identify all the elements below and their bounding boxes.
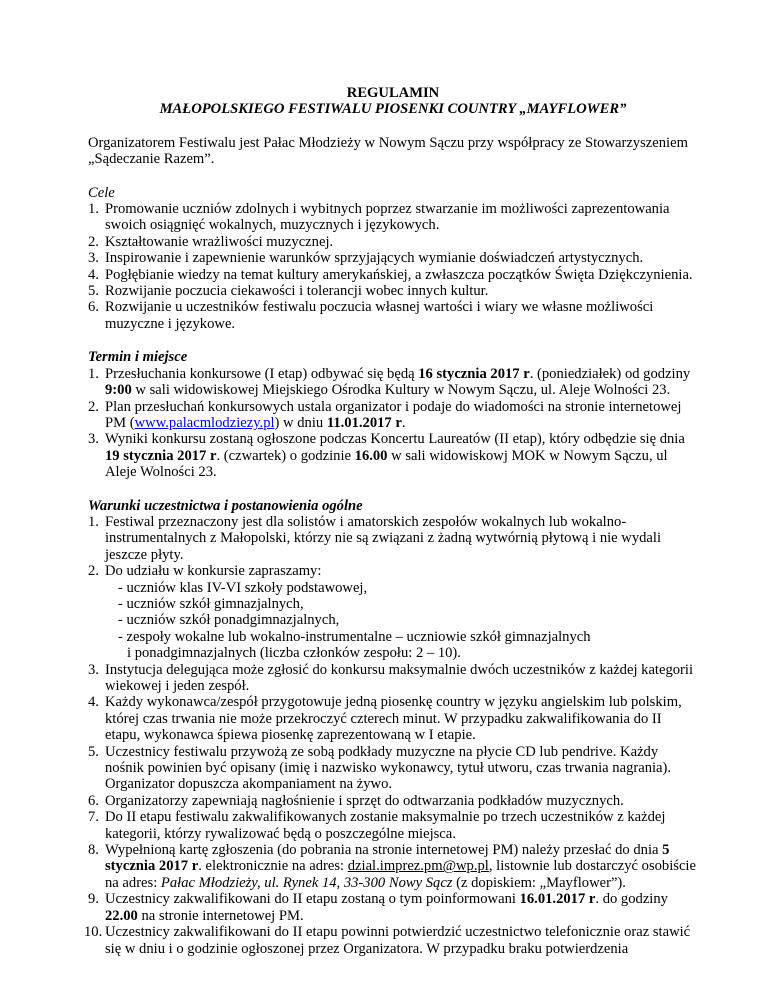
term-section xyxy=(88,349,698,480)
rules-heading: Warunki uczestnictwa i postanowienia ogólne xyxy=(88,497,363,514)
list-item: 9. Uczestnicy zakwalifikowani do II etapu zostaną o tym poinformowani 16.01.2017 r. do godziny 22.00 na stronie internetowej PM. xyxy=(88,891,668,924)
sub-item: - uczniów szkół gimnazjalnych, xyxy=(118,595,304,612)
term-list xyxy=(88,366,698,481)
sub-item: - uczniów klas IV-VI szkoły podstawowej, xyxy=(118,579,368,596)
list-item: 8. Wypełnioną kartę zgłoszenia (do pobrania na stronie internetowej PM) należy przesłać do dnia 5 stycznia 2017 r. elektronicznie na adres: dzial.imprez.pm@wp.pl, listownie lub dostarczyć osobiście na adres: Pałac Młodzieży, ul. Rynek 14, 33-300 Nowy Sącz (z dopiskiem: „Mayflower”). xyxy=(88,842,696,891)
rules-list xyxy=(84,513,698,957)
list-item: 3. Inspirowanie i zapewnienie warunków sprzyjających wymianie doświadczeń artystycznych. xyxy=(88,250,644,267)
list-item: 4. Każdy wykonawca/zespół przygotowuje jedną piosenkę country w języku angielskim lub polskim, której czas trwania nie może przekroczyć czterech minut. W przypadku zakwalifikowania do II etapu, wykonawca śpiewa piosenkę zaprezentowaną w I etapie. xyxy=(88,694,682,744)
list-item: 2. Plan przesłuchań konkursowych ustala organizator i podaje do wiadomości na stronie internetowej PM (www.palacmlodziezy.pl) w dniu 11.01.2017 r. xyxy=(88,398,682,431)
sub-item: - zespoły wokalne lub wokalno-instrumentalne – uczniowie szkół gimnazjalnych xyxy=(118,628,591,645)
list-item: 2. Kształtowanie wrażliwości muzycznej. xyxy=(88,233,334,250)
list-item: 6. Rozwijanie u uczestników festiwalu poczucia własnej wartości i wiary we własne możliwości muzyczne i językowe. xyxy=(88,299,654,332)
list-item: 1. Festiwal przeznaczony jest dla solistów i amatorskich zespołów wokalnych lub wokalno-instrumentalnych z Małopolski, którzy nie są związani z żadną wytwórnią płytową i nie wydali jeszcze płyty. xyxy=(88,513,662,563)
list-item: 3. Instytucja delegująca może zgłosić do konkursu maksymalnie dwóch uczestników z każdej kategorii wiekowej i jeden zespół. xyxy=(88,661,694,694)
goals-list xyxy=(88,201,698,332)
list-item: 3. Wyniki konkursu zostaną ogłoszone podczas Koncertu Laureatów (II etap), który odbędzie się dnia 19 stycznia 2017 r. (czwartek) o godzinie 16.00 w sali widowiskowj MOK w Nowym Sączu, ul Aleje Wolności 23. xyxy=(88,431,685,481)
intro-paragraph: Organizatorem Festiwalu jest Pałac Młodzieży w Nowym Sączu przy współpracy ze Stowarzyszeniem „Sądeczanie Razem”. xyxy=(88,134,688,168)
list-item: 2. Do udziału w konkursie zapraszamy: - uczniów klas IV-VI szkoły podstawowej, - uczniów szkół gimnazjalnych, - uczniów szkół ponadgimnazjalnych, - zespoły wokalne lub wokalno-instrumentalne – uczniowie szkół gimnazjalnych i ponadgimnazjalnych (liczba członków zespołu: 2 – 10). xyxy=(88,563,698,661)
term-heading: Termin i miejsce xyxy=(88,349,188,366)
sub-item-continuation: i ponadgimnazjalnych (liczba członków zespołu: 2 – 10). xyxy=(127,645,461,662)
goals-section xyxy=(88,185,698,333)
list-item: 1. Przesłuchania konkursowe (I etap) odbywać się będą 16 stycznia 2017 r. (poniedziałek) od godziny 9:00 w sali widowiskowej Miejskiego Ośrodka Kultury w Nowym Sączu, ul. Aleje Wolności 23. xyxy=(88,365,691,399)
list-item: 5. Uczestnicy festiwalu przywożą ze sobą podkłady muzyczne na płycie CD lub pendrive. Każdy nośnik powinien być opisany (imię i nazwisko wykonawcy, tytuł utworu, czas trwania nagrania). Organizator dopuszcza akompaniament na żywo. xyxy=(88,743,672,793)
rules-section xyxy=(84,497,698,957)
goals-heading: Cele xyxy=(88,184,115,201)
postal-address: Pałac Młodzieży, ul. Rynek 14, 33-300 Nowy Sącz xyxy=(160,874,453,891)
list-item: 1. Promowanie uczniów zdolnych i wybitnych poprzez stwarzanie im możliwości zaprezentowania swoich osiągnięć wokalnych, muzycznych i językowych. xyxy=(88,201,670,234)
list-item: 10. Uczestnicy zakwalifikowani do II etapu powinni potwierdzić uczestnictwo telefonicznie oraz stawić się w dniu i o godzinie ogłoszonej przez Organizatora. W przypadku braku potwierdzenia xyxy=(84,924,691,957)
doc-subtitle: MAŁOPOLSKIEGO FESTIWALU PIOSENKI COUNTRY „MAYFLOWER” xyxy=(159,101,627,118)
document-page xyxy=(84,85,698,957)
list-item: 5. Rozwijanie poczucia ciekawości i tolerancji wobec innych kultur. xyxy=(88,283,489,300)
list-item: 4. Pogłębianie wiedzy na temat kultury amerykańskiej, a zwłaszcza początków Święta Dziękczynienia. xyxy=(88,266,693,283)
list-item: 7. Do II etapu festiwalu zakwalifikowanych zostanie maksymalnie po trzech uczestników z każdej kategorii, którzy rywalizować będą o poszczególne miejsca. xyxy=(88,809,666,842)
sub-item: - uczniów szkół ponadgimnazjalnych, xyxy=(118,612,340,629)
email-link[interactable]: dzial.imprez.pm@wp.pl xyxy=(347,858,489,875)
doc-title: REGULAMIN xyxy=(346,85,440,101)
list-item: 6. Organizatorzy zapewniają nagłośnienie i sprzęt do odtwarzania podkładów muzycznych. xyxy=(88,792,624,809)
website-link[interactable]: www.palacmlodziezy.pl xyxy=(134,414,275,431)
